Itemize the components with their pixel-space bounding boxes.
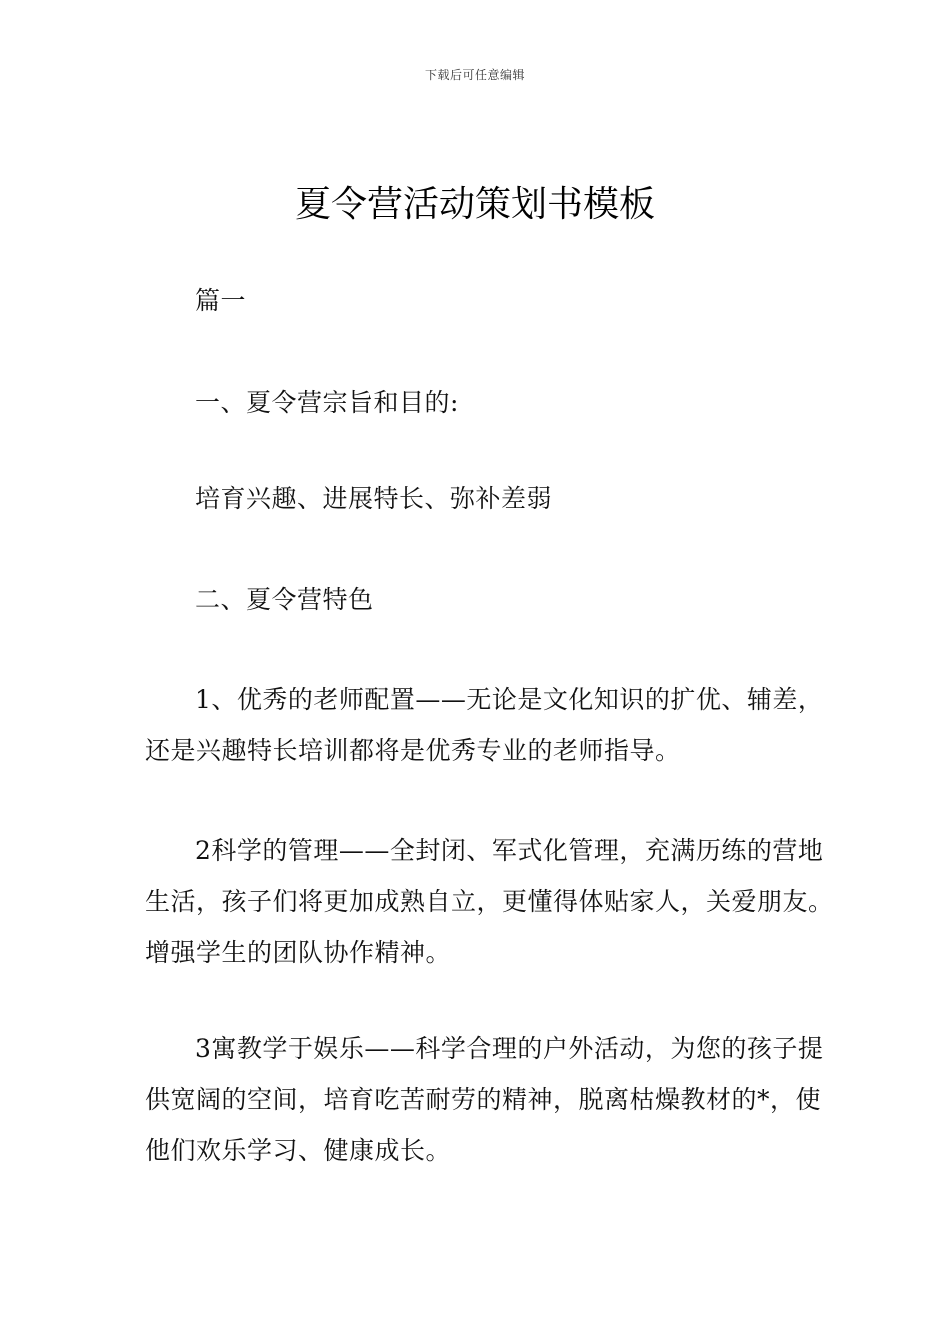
- feature-paragraph-2: 2科学的管理——全封闭、军式化管理，充满历练的营地生活，孩子们将更加成熟自立，更懂得体贴家人，关爱朋友。增强学生的团队协作精神。: [145, 836, 834, 967]
- header-note: 下载后可任意编辑: [424, 68, 525, 82]
- heading-features: 二、夏令营特色: [195, 585, 374, 614]
- feature-paragraph-1: 1、优秀的老师配置——无论是文化知识的扩优、辅差，还是兴趣特长培训都将是优秀专业的老师指导。: [145, 685, 824, 765]
- document-title: 夏令营活动策划书模板: [294, 184, 655, 225]
- feature-paragraph-3: 3寓教学于娱乐——科学合理的户外活动，为您的孩子提供宽阔的空间，培育吃苦耐劳的精神，脱离枯燥教材的*，使他们欢乐学习、健康成长。: [145, 1034, 824, 1165]
- section-label: 篇一: [195, 286, 247, 315]
- purpose-text: 培育兴趣、进展特长、弥补差弱: [195, 484, 553, 513]
- heading-purpose: 一、夏令营宗旨和目的:: [195, 388, 459, 417]
